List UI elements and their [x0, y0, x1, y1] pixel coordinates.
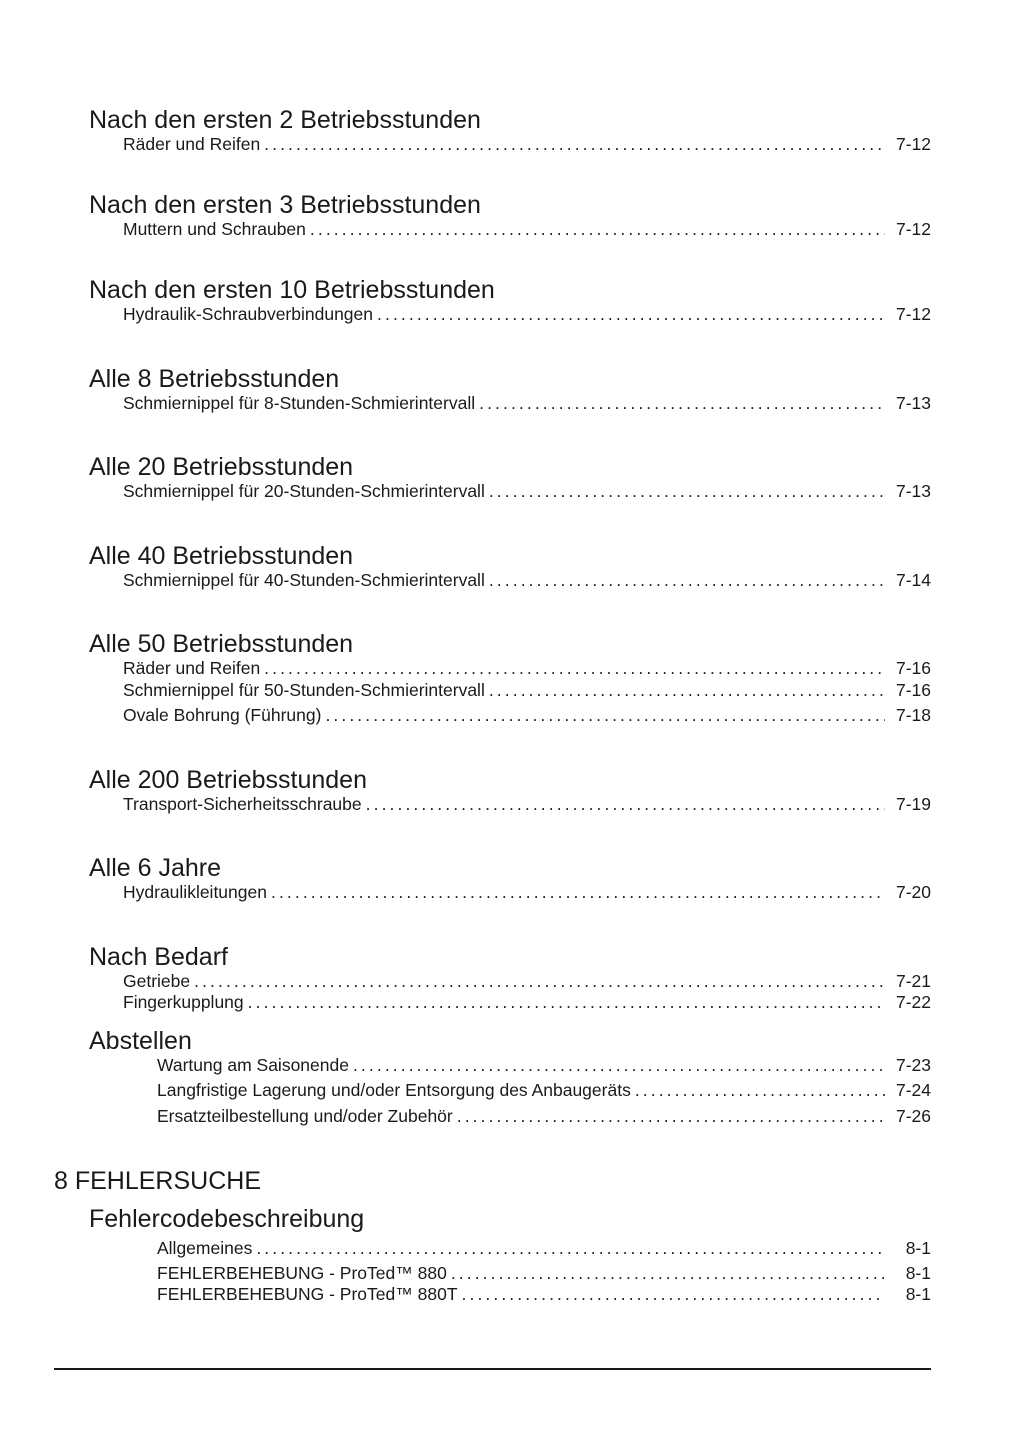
toc-entry[interactable]	[123, 392, 931, 414]
toc-entry-label: Schmiernippel für 8-Stunden-Schmierintervall	[123, 393, 476, 413]
dot-leader	[462, 1283, 885, 1305]
toc-entry[interactable]	[123, 881, 931, 903]
toc-entry[interactable]	[123, 704, 931, 726]
toc-entry-label: Wartung am Saisonende	[157, 1055, 349, 1075]
toc-entry[interactable]	[123, 303, 931, 325]
section-heading: Nach den ersten 3 Betriebsstunden	[89, 191, 481, 219]
toc-entry-page: 7-21	[895, 971, 931, 991]
footer-rule	[54, 1368, 931, 1370]
dot-leader	[353, 1054, 885, 1076]
dot-leader	[310, 218, 885, 240]
section-heading: Nach den ersten 10 Betriebsstunden	[89, 276, 495, 304]
toc-entry[interactable]	[157, 1262, 931, 1284]
toc-entry-page: 8-1	[905, 1238, 931, 1258]
dot-leader	[248, 991, 885, 1013]
section-heading: Abstellen	[89, 1027, 192, 1055]
section-heading: Fehlercodebeschreibung	[89, 1205, 365, 1233]
toc-entry-page: 7-13	[895, 481, 931, 501]
dot-leader	[377, 303, 885, 325]
toc-entry[interactable]	[123, 991, 931, 1013]
toc-entry-page: 8-1	[905, 1263, 931, 1283]
toc-entry-label: Transport-Sicherheitsschraube	[123, 794, 362, 814]
toc-entry-page: 7-16	[895, 658, 931, 678]
section-heading: Alle 20 Betriebsstunden	[89, 453, 354, 481]
toc-entry[interactable]	[157, 1105, 931, 1127]
toc-entry[interactable]	[123, 970, 931, 992]
section-heading: Nach Bedarf	[89, 943, 228, 971]
dot-leader	[451, 1262, 885, 1284]
toc-entry[interactable]	[157, 1283, 931, 1305]
section-heading: Alle 50 Betriebsstunden	[89, 630, 354, 658]
section-heading: Alle 8 Betriebsstunden	[89, 365, 340, 393]
toc-entry-page: 7-12	[895, 134, 931, 154]
chapter-heading: 8 FEHLERSUCHE	[54, 1167, 261, 1195]
dot-leader	[366, 793, 885, 815]
toc-entry-page: 7-20	[895, 882, 931, 902]
section-heading: Alle 6 Jahre	[89, 854, 222, 882]
dot-leader	[479, 392, 885, 414]
toc-entry-label: Fingerkupplung	[123, 992, 244, 1012]
toc-entry-label: FEHLERBEHEBUNG - ProTed™ 880	[157, 1263, 447, 1283]
dot-leader	[489, 480, 885, 502]
toc-entry-label: Räder und Reifen	[123, 134, 261, 154]
toc-entry-label: Ovale Bohrung (Führung)	[123, 705, 322, 725]
toc-entry-label: Langfristige Lagerung und/oder Entsorgung des Anbaugeräts	[157, 1080, 631, 1100]
toc-entry-page: 8-1	[905, 1284, 931, 1304]
toc-entry-label: Schmiernippel für 20-Stunden-Schmierintervall	[123, 481, 485, 501]
section-heading: Alle 40 Betriebsstunden	[89, 542, 354, 570]
dot-leader	[325, 704, 885, 726]
dot-leader	[256, 1237, 885, 1259]
dot-leader	[489, 569, 885, 591]
toc-entry[interactable]	[157, 1054, 931, 1076]
toc-entry[interactable]	[123, 133, 931, 155]
dot-leader	[271, 881, 885, 903]
toc-entry-page: 7-12	[895, 304, 931, 324]
toc-entry-label: Ersatzteilbestellung und/oder Zubehör	[157, 1106, 453, 1126]
toc-entry[interactable]	[123, 218, 931, 240]
section-heading: Alle 200 Betriebsstunden	[89, 766, 367, 794]
toc-entry-label: Hydraulikleitungen	[123, 882, 267, 902]
toc-entry[interactable]	[157, 1079, 931, 1101]
toc-entry[interactable]	[123, 679, 931, 701]
toc-entry-label: Räder und Reifen	[123, 658, 261, 678]
toc-entry-label: Muttern und Schrauben	[123, 219, 306, 239]
toc-entry[interactable]	[157, 1237, 931, 1259]
toc-entry-page: 7-16	[895, 680, 931, 700]
toc-entry-page: 7-19	[895, 794, 931, 814]
dot-leader	[264, 657, 885, 679]
toc-entry-label: Schmiernippel für 40-Stunden-Schmierintervall	[123, 570, 485, 590]
toc-entry-page: 7-24	[895, 1080, 931, 1100]
toc-entry-label: FEHLERBEHEBUNG - ProTed™ 880T	[157, 1284, 458, 1304]
toc-entry-page: 7-14	[895, 570, 931, 590]
toc-entry[interactable]	[123, 657, 931, 679]
toc-entry-page: 7-26	[895, 1106, 931, 1126]
toc-entry-page: 7-22	[895, 992, 931, 1012]
toc-entry-page: 7-12	[895, 219, 931, 239]
toc-entry-page: 7-13	[895, 393, 931, 413]
toc-entry-page: 7-23	[895, 1055, 931, 1075]
toc-entry-label: Hydraulik-Schraubverbindungen	[123, 304, 374, 324]
dot-leader	[635, 1079, 885, 1101]
toc-entry-label: Allgemeines	[157, 1238, 253, 1258]
dot-leader	[489, 679, 885, 701]
dot-leader	[264, 133, 885, 155]
dot-leader	[457, 1105, 885, 1127]
section-heading: Nach den ersten 2 Betriebsstunden	[89, 106, 481, 134]
dot-leader	[194, 970, 885, 992]
toc-entry[interactable]	[123, 569, 931, 591]
toc-entry-label: Getriebe	[123, 971, 191, 991]
toc-entry[interactable]	[123, 793, 931, 815]
toc-entry[interactable]	[123, 480, 931, 502]
toc-entry-page: 7-18	[895, 705, 931, 725]
toc-entry-label: Schmiernippel für 50-Stunden-Schmierintervall	[123, 680, 485, 700]
